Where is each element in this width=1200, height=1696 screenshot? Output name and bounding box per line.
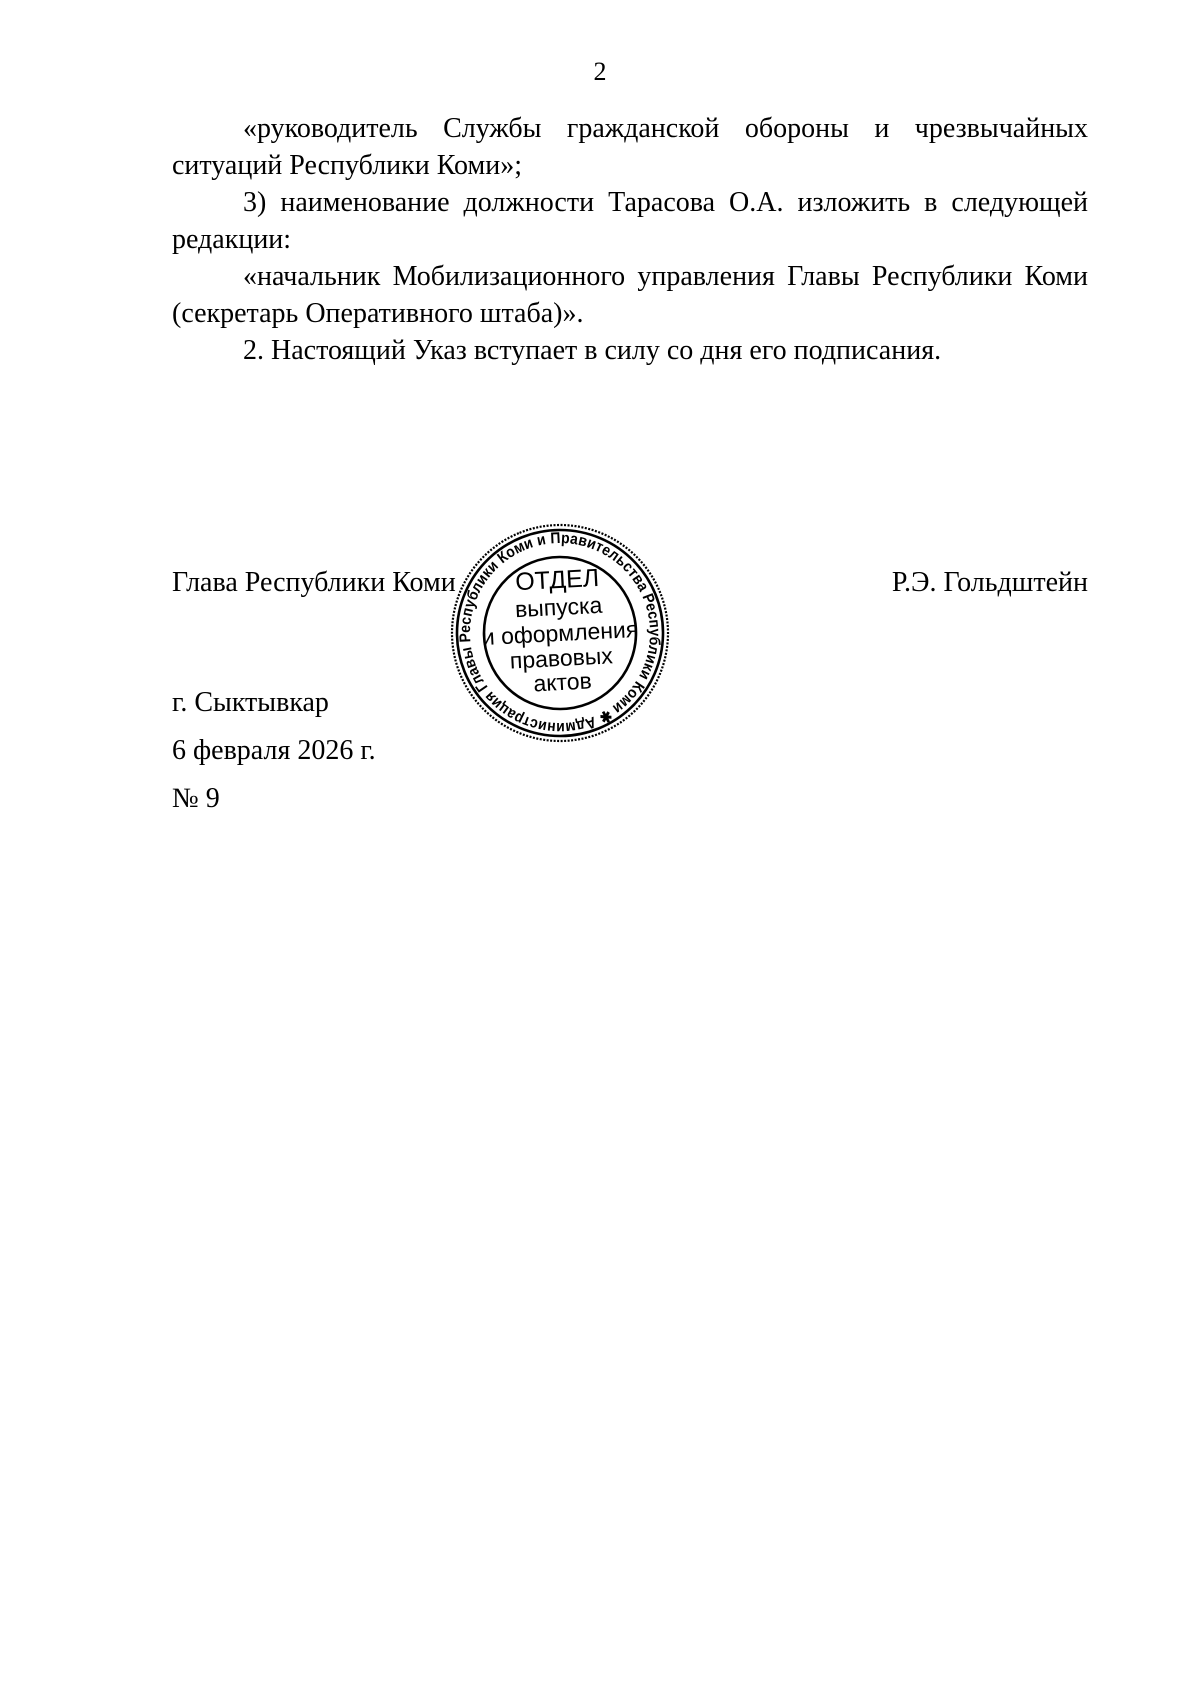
stamp-center-line-2: выпуска — [514, 591, 603, 623]
stamp-center-line-5: актов — [532, 667, 593, 697]
stamp-center-line-3: и оформления — [481, 615, 639, 651]
stamp-center-line-1: ОТДЕЛ — [514, 563, 600, 597]
signing-date: 6 февраля 2026 г. — [172, 735, 376, 766]
document-body — [172, 110, 1088, 369]
place-of-signing: г. Сыктывкар — [172, 687, 329, 718]
stamp-center-line-4: правовых — [509, 642, 614, 674]
signatory-name: Р.Э. Гольдштейн — [891, 567, 1088, 598]
stamp-ring-text: Администрация Главы Республики Коми и Правительства Республики Коми ✱ — [456, 529, 664, 737]
paragraph-3: «начальник Мобилизационного управления Главы Республики Коми (секретарь Оперативного штаба)». — [172, 261, 1088, 329]
signatory-position: Глава Республики Коми — [172, 567, 456, 598]
paragraph-4: 2. Настоящий Указ вступает в силу со дня его подписания. — [243, 335, 942, 366]
paragraph-1: «руководитель Службы гражданской обороны и чрезвычайных ситуаций Республики Коми»; — [172, 113, 1088, 181]
official-stamp — [447, 520, 673, 746]
paragraph-2: 3) наименование должности Тарасова О.А. изложить в следующей редакции: — [172, 187, 1088, 255]
page-number: 2 — [593, 57, 607, 86]
document-number: № 9 — [172, 783, 220, 814]
